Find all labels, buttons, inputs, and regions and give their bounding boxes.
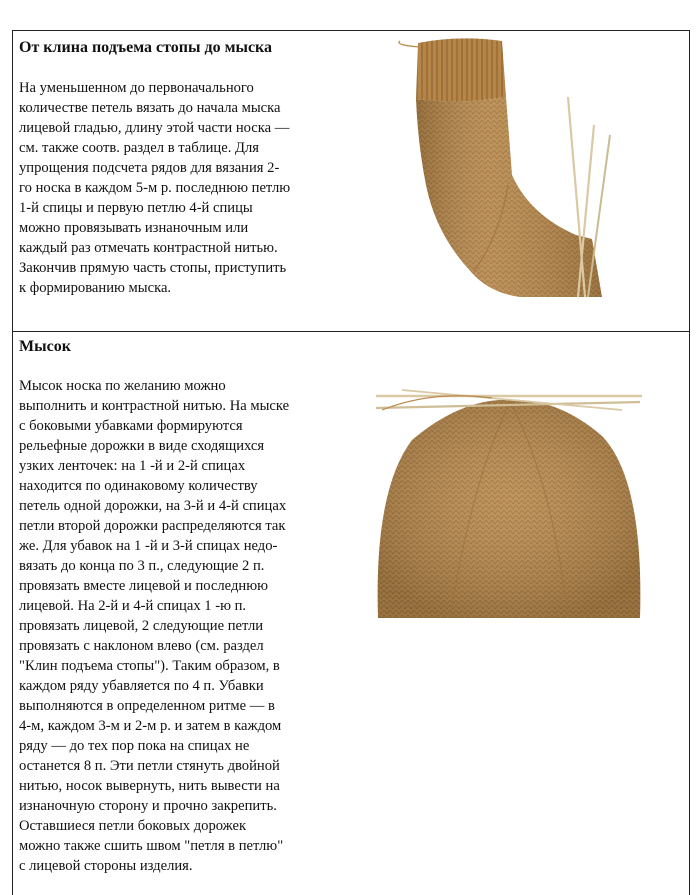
section-title-toe: Мысок [19, 338, 71, 355]
text-line: каждом ряду убавляется по 4 п. Убавки [19, 678, 264, 694]
text-line: петель одной дорожки, на 3-й и 4-й спицах [19, 498, 287, 514]
text-line: выполнить и контрастной нитью. На мыске [19, 398, 290, 414]
text-line: с лицевой стороны изделия. [19, 858, 193, 874]
text-line: петли второй дорожки распределяются так [19, 518, 286, 534]
knitted-sock-toe-photo [372, 370, 646, 618]
text-line: На уменьшенном до первоначального [19, 80, 254, 96]
text-line: провязать с наклоном влево (см. раздел [19, 638, 264, 654]
text-line: останется 8 п. Эти петли стянуть двойной [19, 758, 280, 774]
text-line: выполняются в определенном ритме — в [19, 698, 275, 714]
text-line: провязать вместе лицевой и последнюю [19, 578, 268, 594]
text-line: упрощения подсчета рядов для вязания 2- [19, 160, 280, 176]
text-line: рельефные дорожки в виде сходящихся [19, 438, 265, 454]
text-line: же. Для убавок на 1 -й и 3-й спицах недо- [19, 538, 278, 554]
text-line: нитью, носок вывернуть, нить вывести на [19, 778, 280, 794]
text-line: Мысок носка по желанию можно [19, 378, 226, 394]
text-line: вязать до конца по 3 п., следующие 2 п. [19, 558, 265, 574]
text-line: "Клин подъема стопы"). Таким образом, в [19, 658, 280, 674]
text-line: ряду — до тех пор пока на спицах не [19, 738, 250, 754]
text-line: к формированию мыска. [19, 280, 172, 296]
text-line: можно также сшить швом "петля в петлю" [19, 838, 284, 854]
text-line: находится по одинаковому количеству [19, 478, 258, 494]
text-line: можно провязывать изнаночным или [19, 220, 249, 236]
text-line: лицевой гладью, длину этой части носка — [19, 120, 290, 136]
text-line: узких ленточек: на 1 -й и 2-й спицах [19, 458, 246, 474]
text-line: изнаночную сторону и прочно закрепить. [19, 798, 277, 814]
section-title-foot: От клина подъема стопы до мыска [19, 39, 273, 56]
text-line: Оставшиеся петли боковых дорожек [19, 818, 247, 834]
row-divider [12, 331, 690, 332]
text-line: 4-м, каждом 3-м и 2-м р. и затем в каждом [19, 718, 282, 734]
text-line: провязать лицевой, 2 следующие петли [19, 618, 264, 634]
text-line: 1-й спицы и первую петлю 4-й спицы [19, 200, 253, 216]
text-line: см. также соотв. раздел в таблице. Для [19, 140, 259, 156]
knitted-sock-foot-photo [380, 35, 644, 299]
text-line: количестве петель вязать до начала мыска [19, 100, 281, 116]
text-line: го носка в каждом 5-м р. последнюю петлю [19, 180, 291, 196]
text-line: Закончив прямую часть стопы, приступить [19, 260, 287, 276]
section-body-toe [19, 376, 364, 876]
section-body-foot [19, 78, 364, 298]
text-line: с боковыми убавками формируются [19, 418, 243, 434]
text-line: каждый раз отмечать контрастной нитью. [19, 240, 278, 256]
text-line: лицевой. На 2-й и 4-й спицах 1 -ю п. [19, 598, 247, 614]
